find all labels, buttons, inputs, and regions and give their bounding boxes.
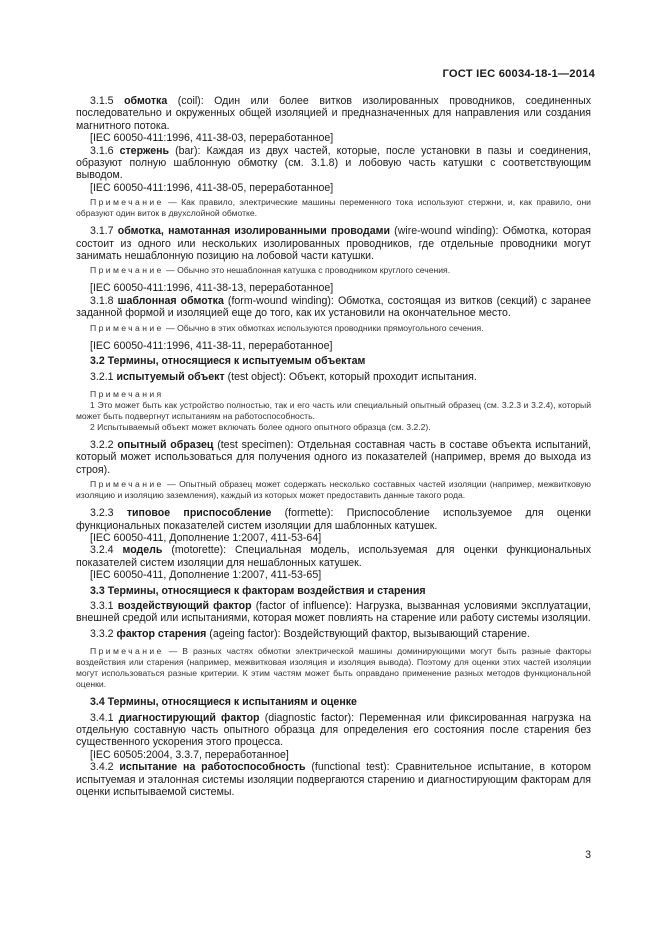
note-item-2: 2 Испытываемый объект может включать более одного опытного образца (см. 3.2.2). (90, 421, 431, 432)
term-3-1-5: 3.1.5 обмотка (coil): Один или более витков изолированных проводников, соединенных последовательно и окруженных общей изоляцией и предназначенных для направления или создания магнитного потока. (76, 95, 591, 132)
term-3-2-2: 3.2.2 опытный образец (test specimen): Отдельная составная часть в составе объекта испытаний, который может использоваться для получения одного из показателей (например, время до выхода из строя). (76, 438, 591, 476)
term-title: стержень (119, 144, 170, 157)
reference: [IEC 60050-411, Дополнение 1:2007, 411-53-65] (90, 569, 322, 582)
term-3-4-1: 3.4.1 диагностирующий фактор (diagnostic factor): Переменная или фиксированная нагрузка на отдельную составную часть опытного образца для определения его состояния после старения без существенного ускорения этого процесса. (76, 711, 592, 749)
document-header: ГОСТ IEC 60034-18-1—2014 (442, 68, 595, 80)
note: Примечание — Опытный образец может содержать несколько составных частей изоляции (например, межвитковую изоляцию и изоляцию заземления), каждый из которых может предоставить данные такого рода. (76, 479, 591, 501)
reference: [IEC 60050-411:1996, 411-38-05, переработанное] (90, 181, 334, 194)
reference: [IEC 60050-411:1996, 411-38-11, переработанное] (90, 339, 333, 352)
note: Примечание — В разных частях обмотки электрической машины доминирующими могут быть разные факторы воздействия или старения (например, межвитковая изоляция и изоляция вывода). Поэтому для оценки этих частей изоляции могут использоваться разные критерии. К этим частям может быть оправдано применение разных методов функциональной оценки. (76, 646, 591, 690)
term-3-3-2: 3.3.2 фактор старения (ageing factor): Воздействующий фактор, вызывающий старение. (90, 627, 530, 640)
term-3-2-1: 3.2.1 испытуемый объект (test object): Объект, который проходит испытания. (90, 370, 477, 383)
term-3-1-6: 3.1.6 стержень (bar): Каждая из двух частей, которые, после установки в пазы и соединения, образуют полную шаблонную обмотку (см. 3.1.8) и лобовую часть катушки с соответствующим выводом. (76, 144, 591, 182)
note: Примечание — Как правило, электрические машины переменного тока используют стержни, и, как правило, они образуют один виток в двухслойной обмотке. (76, 197, 591, 219)
reference: [IEC 60505:2004, 3.3.7, переработанное] (90, 748, 289, 761)
note: Примечание — Обычно в этих обмотках используются проводники прямоугольного сечения. (90, 322, 484, 333)
term-title: испытание на работоспособность (119, 761, 306, 774)
section-heading-3-3: 3.3 Термины, относящиеся к факторам воздействия и старения (90, 584, 426, 597)
note: Примечание — Обычно это нешаблонная катушка с проводником круглого сечения. (90, 265, 451, 276)
reference: [IEC 60050-411, Дополнение 1:2007, 411-53-64] (90, 531, 322, 544)
document-body (76, 95, 591, 798)
term-title: воздействующий фактор (117, 599, 252, 612)
term-title: диагностирующий фактор (118, 711, 260, 724)
term-title: обмотка, намотанная изолированными проводами (117, 225, 390, 238)
term-3-3-1: 3.3.1 воздействующий фактор (factor of influence): Нагрузка, вызванная условиями эксплуатации, внешней средой или испытаниями, которая может повлиять на старение или работу системы изоляции. (76, 599, 591, 625)
term-title: фактор старения (116, 627, 207, 640)
term-title: шаблонная обмотка (117, 294, 224, 307)
term-3-2-3: 3.2.3 типовое приспособление (formette): Приспособление используемое для оценки функциональных показателей систем изоляции для шаблонных катушек. (76, 507, 591, 532)
term-3-1-7: 3.1.7 обмотка, намотанная изолированными проводами (wire-wound winding): Обмотка, которая состоит из одного или нескольких изолированных проводников, где отдельные проводники могут занимать нешаблонную позицию на лобовой части катушки. (76, 225, 591, 263)
page-number: 3 (585, 849, 591, 861)
note-item-1: 1 Это может быть как устройство полностью, так и его часть или специальный опытный образец (см. 3.2.3 и 3.2.4), который может быть подвергнут испытаниям на работоспособность. (76, 399, 591, 421)
term-title: опытный образец (117, 438, 214, 451)
section-heading-3-2: 3.2 Термины, относящиеся к испытуемым объектам (90, 355, 366, 368)
section-heading-3-4: 3.4 Термины, относящиеся к испытаниям и оценке (90, 696, 357, 709)
term-title: модель (122, 544, 163, 557)
reference: [IEC 60050-411:1996, 411-38-03, переработанное] (90, 132, 334, 145)
term-3-2-4: 3.2.4 модель (motorette): Специальная модель, используемая для оценки функциональных показателей систем изоляции для нешаблонных катушек. (76, 544, 591, 569)
term-title: обмотка (124, 95, 168, 107)
term-title: типовое приспособление (126, 507, 272, 520)
term-title: испытуемый объект (116, 370, 225, 383)
term-3-1-8: 3.1.8 шаблонная обмотка (form-wound winding): Обмотка, состоящая из витков (секций) с заранее заданной формой и изоляцией еще до того, как их установили на окончательное место. (76, 294, 592, 320)
reference: [IEC 60050-411:1996, 411-38-13, переработанное] (90, 282, 334, 295)
term-3-4-2: 3.4.2 испытание на работоспособность (functional test): Сравнительное испытание, в котором испытуемая и эталонная системы изоляции подвергаются старению и диагностирующим факторам для оценки испытываемой системы. (76, 761, 591, 799)
notes-heading: Примечания (90, 388, 164, 399)
